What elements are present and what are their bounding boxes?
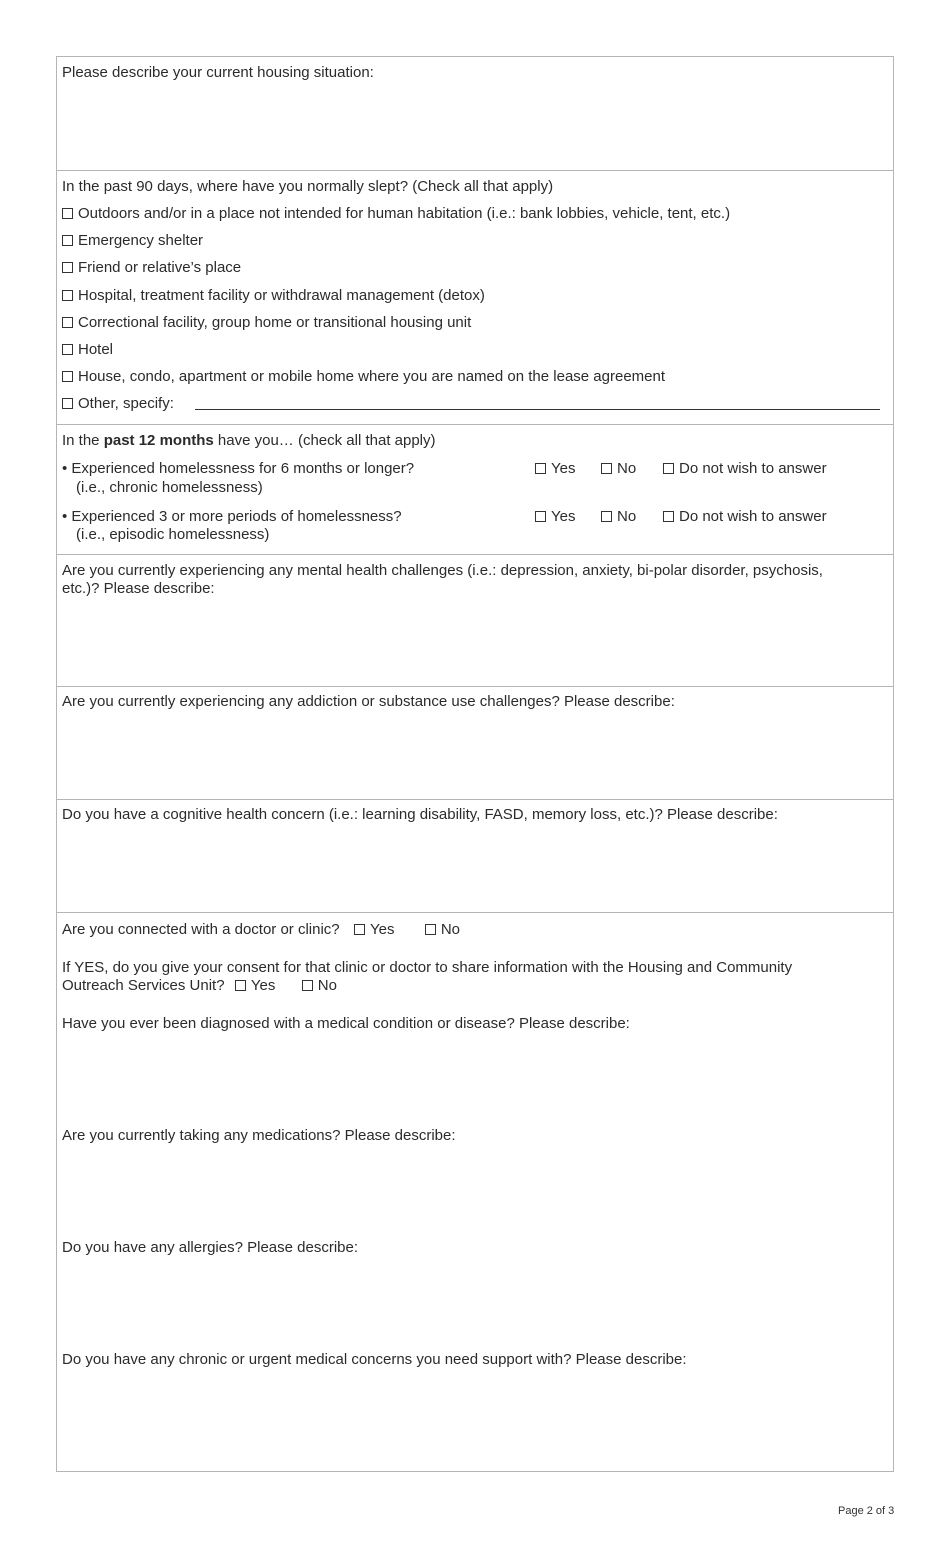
checkbox[interactable] bbox=[62, 235, 73, 246]
mental-health-question: Are you currently experiencing any mental health challenges (i.e.: depression, anxiety, bi-polar disorder, psychosis, etc.)? Please describe: bbox=[62, 562, 823, 597]
checkbox[interactable] bbox=[535, 511, 546, 522]
urgent-concerns-question: Do you have any chronic or urgent medical concerns you need support with? Please describe: bbox=[62, 1351, 687, 1368]
checkbox[interactable] bbox=[302, 980, 313, 991]
episodic-homelessness-question: • Experienced 3 or more periods of homelessness? bbox=[62, 508, 402, 525]
sleep-option-emergency-shelter[interactable] bbox=[62, 232, 203, 250]
chronic-yes-option[interactable]: Yes bbox=[535, 460, 575, 478]
sleep-option-friend-relative[interactable] bbox=[62, 259, 241, 277]
sleep-location-section bbox=[57, 170, 893, 424]
chronic-homelessness-note: (i.e., chronic homelessness) bbox=[76, 479, 263, 496]
checkbox[interactable] bbox=[62, 208, 73, 219]
cognitive-answer-area[interactable] bbox=[62, 830, 887, 906]
medical-section bbox=[57, 912, 893, 1471]
cognitive-question: Do you have a cognitive health concern (i.e.: learning disability, FASD, memory loss, etc.)? Please describe: bbox=[62, 806, 778, 823]
episodic-decline-option[interactable]: Do not wish to answer bbox=[663, 508, 827, 526]
doctor-question: Are you connected with a doctor or clinic? bbox=[62, 921, 340, 938]
sleep-option-outdoors[interactable] bbox=[62, 205, 730, 223]
allergies-question: Do you have any allergies? Please describe: bbox=[62, 1239, 359, 1256]
medications-question: Are you currently taking any medications? Please describe: bbox=[62, 1127, 456, 1144]
checkbox[interactable] bbox=[62, 371, 73, 382]
addiction-answer-area[interactable] bbox=[62, 717, 887, 793]
sleep-option-lease-home[interactable] bbox=[62, 368, 665, 386]
episodic-no-option[interactable]: No bbox=[601, 508, 636, 526]
checkbox[interactable] bbox=[62, 262, 73, 273]
consent-no-option[interactable]: No bbox=[302, 977, 337, 994]
chronic-homelessness-question: • Experienced homelessness for 6 months or longer? bbox=[62, 460, 415, 477]
doctor-question-row bbox=[62, 921, 460, 939]
checkbox[interactable] bbox=[425, 924, 436, 935]
doctor-no-option[interactable]: No bbox=[425, 921, 460, 938]
checkbox[interactable] bbox=[601, 511, 612, 522]
medications-answer-area[interactable] bbox=[62, 1151, 887, 1231]
checkbox[interactable] bbox=[62, 317, 73, 328]
chronic-decline-option[interactable]: Do not wish to answer bbox=[663, 460, 827, 478]
diagnosed-question: Have you ever been diagnosed with a medical condition or disease? Please describe: bbox=[62, 1015, 630, 1032]
housing-situation-section bbox=[57, 57, 893, 170]
sleep-location-question: In the past 90 days, where have you normally slept? (Check all that apply) bbox=[62, 178, 554, 195]
urgent-concerns-answer-area[interactable] bbox=[62, 1375, 887, 1465]
sleep-option-label: Hospital, treatment facility or withdrawal management (detox) bbox=[78, 287, 485, 304]
checkbox[interactable] bbox=[62, 344, 73, 355]
housing-situation-question: Please describe your current housing situation: bbox=[62, 64, 374, 81]
sleep-option-label: Hotel bbox=[78, 341, 114, 358]
sleep-option-other[interactable] bbox=[62, 395, 887, 415]
other-specify-line[interactable] bbox=[195, 409, 880, 410]
homelessness-section bbox=[57, 424, 893, 554]
checkbox[interactable] bbox=[62, 290, 73, 301]
sleep-option-hotel[interactable] bbox=[62, 341, 113, 359]
checkbox[interactable] bbox=[354, 924, 365, 935]
sleep-option-label: Emergency shelter bbox=[78, 232, 204, 249]
intake-form bbox=[56, 56, 894, 1472]
consent-question: If YES, do you give your consent for that clinic or doctor to share information with the Housing and Community Outreach Services Unit? bbox=[62, 959, 793, 994]
addiction-question: Are you currently experiencing any addiction or substance use challenges? Please describe: bbox=[62, 693, 675, 710]
chronic-no-option[interactable]: No bbox=[601, 460, 636, 478]
episodic-yes-option[interactable]: Yes bbox=[535, 508, 575, 526]
checkbox[interactable] bbox=[601, 463, 612, 474]
sleep-option-label: Other, specify: bbox=[78, 395, 174, 412]
sleep-option-hospital[interactable] bbox=[62, 287, 485, 305]
checkbox[interactable] bbox=[663, 511, 674, 522]
checkbox[interactable] bbox=[663, 463, 674, 474]
episodic-homelessness-note: (i.e., episodic homelessness) bbox=[76, 526, 270, 543]
mental-health-section bbox=[57, 554, 893, 686]
sleep-option-label: Correctional facility, group home or transitional housing unit bbox=[78, 314, 472, 331]
diagnosed-answer-area[interactable] bbox=[62, 1039, 887, 1119]
sleep-option-label: Outdoors and/or in a place not intended for human habitation (i.e.: bank lobbies, vehicle, tent, etc.) bbox=[78, 205, 731, 222]
sleep-option-label: House, condo, apartment or mobile home where you are named on the lease agreement bbox=[78, 368, 666, 385]
page-number: Page 2 of 3 bbox=[838, 1505, 895, 1517]
doctor-yes-option[interactable]: Yes bbox=[354, 921, 394, 938]
mental-health-answer-area[interactable] bbox=[62, 603, 887, 679]
checkbox[interactable] bbox=[535, 463, 546, 474]
housing-situation-answer-area[interactable] bbox=[62, 87, 887, 163]
consent-yes-option[interactable]: Yes bbox=[235, 977, 275, 994]
allergies-answer-area[interactable] bbox=[62, 1263, 887, 1343]
sleep-option-correctional[interactable] bbox=[62, 314, 471, 332]
consent-question-row bbox=[62, 959, 852, 995]
checkbox[interactable] bbox=[235, 980, 246, 991]
checkbox[interactable] bbox=[62, 398, 73, 409]
cognitive-section bbox=[57, 799, 893, 912]
homelessness-intro: In the past 12 months have you… (check all that apply) bbox=[62, 432, 436, 449]
addiction-section bbox=[57, 686, 893, 799]
sleep-option-label: Friend or relative’s place bbox=[78, 259, 242, 276]
